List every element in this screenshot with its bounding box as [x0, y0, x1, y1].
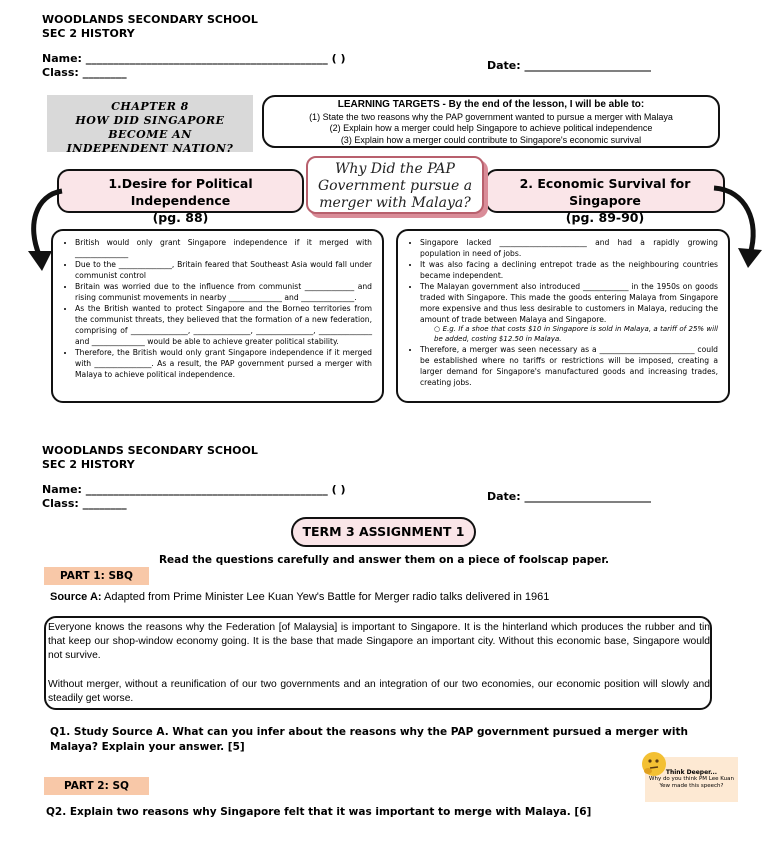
list-item: • The Malayan government also introduced ____________ in the 1950s on goods traded with Singapore. This made the goods entering Malaya from Singapore more expensive and thus less desirable to customers in Malaya, reducing the amount of trade between Malaya and Singapore.	[420, 281, 718, 325]
list-item: • As the British wanted to protect Singapore and the Borneo territories from the communist threats, they believed that the formation of a new federation, comprising of _______________, _______________, _______________, ______________ and ______________ would be able to achieve greater political stability.	[75, 303, 372, 347]
list-item: • Due to the ______________, Britain feared that Southeast Asia would fall under communist control	[75, 259, 372, 281]
list-item: • It was also facing a declining entrepot trade as the neighbouring countries became independent.	[420, 259, 718, 281]
school-name: WOODLANDS SECONDARY SCHOOL SEC 2 HISTORY	[42, 13, 258, 40]
part1-label: PART 1: SBQ	[44, 567, 149, 585]
list-item: • Singapore lacked _______________________ and had a rapidly growing population in need of jobs.	[420, 237, 718, 259]
date-field[interactable]: Date: _______________________	[487, 59, 652, 72]
political-independence-heading: 1.Desire for Political Independence (pg. 88)	[57, 169, 304, 213]
example-item: ○ E.g. If a shoe that costs $10 in Singapore is sold in Malaya, a tariff of 25% will be added, costing $12.50 in Malaya.	[434, 325, 718, 343]
source-a-box	[44, 616, 712, 710]
source-paragraph: Without merger, without a reunification of our two governments and an integration of our two economies, our economic position will slowly and steadily get worse.	[48, 679, 710, 704]
list-item: • Therefore, the British would only grant Singapore independence if it merged with _______________. As a result, the PAP government pursed a merger with Malaya to achieve political independence.	[75, 347, 372, 380]
instruction-text: Read the questions carefully and answer them on a piece of foolscap paper.	[158, 554, 610, 566]
think-deeper-note: Think Deeper... Why do you think PM Lee Kuan Yew made this speech?	[645, 757, 738, 802]
economic-survival-notes	[396, 229, 730, 403]
list-item: • British would only grant Singapore independence if it merged with ______________	[75, 237, 372, 259]
school-name-2: WOODLANDS SECONDARY SCHOOL SEC 2 HISTORY	[42, 444, 258, 471]
political-independence-notes	[51, 229, 384, 403]
question-1: Q1. Study Source A. What can you infer about the reasons why the PAP government pursued a merger with Malaya? Explain your answer. [5]	[50, 726, 689, 753]
thinking-face-icon	[642, 752, 666, 776]
list-item: • Therefore, a merger was seen necessary as a _________________________ could be established where no tariffs or restrictions will be imposed, creating a larger demand for Singapore's manufactured goods and increasing trades, creating jobs.	[420, 344, 718, 388]
date-field-2[interactable]: Date: _______________________	[487, 490, 652, 503]
name-field-2[interactable]: Name: ____________________________________________ ( )	[42, 483, 346, 496]
assignment-title: TERM 3 ASSIGNMENT 1	[291, 517, 476, 547]
list-item: • Britain was worried due to the influence from communist _____________ and rising communist movements in nearby ______________ and ______________.	[75, 281, 372, 303]
part2-label: PART 2: SQ	[44, 777, 149, 795]
chapter-title: CHAPTER 8 HOW DID SINGAPORE BECOME AN INDEPENDENT NATION?	[47, 95, 253, 152]
name-field[interactable]: Name: ____________________________________________ ( )	[42, 52, 346, 65]
source-caption: Source A: Adapted from Prime Minister Lee Kuan Yew's Battle for Merger radio talks delivered in 1961	[50, 591, 550, 603]
class-field[interactable]: Class: ________	[42, 66, 127, 79]
source-paragraph: Everyone knows the reasons why the Federation [of Malaysia] is important to Singapore. It is the hinterland which produces the rubber and tin that keep our shop-window economy going. It is the base that made Singapore an important city. Without this economic base, Singapore would not survive.	[48, 622, 710, 661]
economic-survival-heading: 2. Economic Survival for Singapore (pg. 89-90)	[485, 169, 725, 213]
question-2: Q2. Explain two reasons why Singapore felt that it was important to merge with Malaya. [6]	[46, 806, 592, 818]
central-question: Why Did the PAP Government pursue a merger with Malaya?	[306, 156, 484, 214]
class-field-2[interactable]: Class: ________	[42, 497, 127, 510]
learning-targets: LEARNING TARGETS - By the end of the lesson, I will be able to: (1) State the two reasons why the PAP government wanted to pursue a merger with Malaya (2) Explain how a merger could help Singapore to achieve political independence (3) Explain how a merger could contribute to Singapore's economic survival	[262, 95, 720, 148]
